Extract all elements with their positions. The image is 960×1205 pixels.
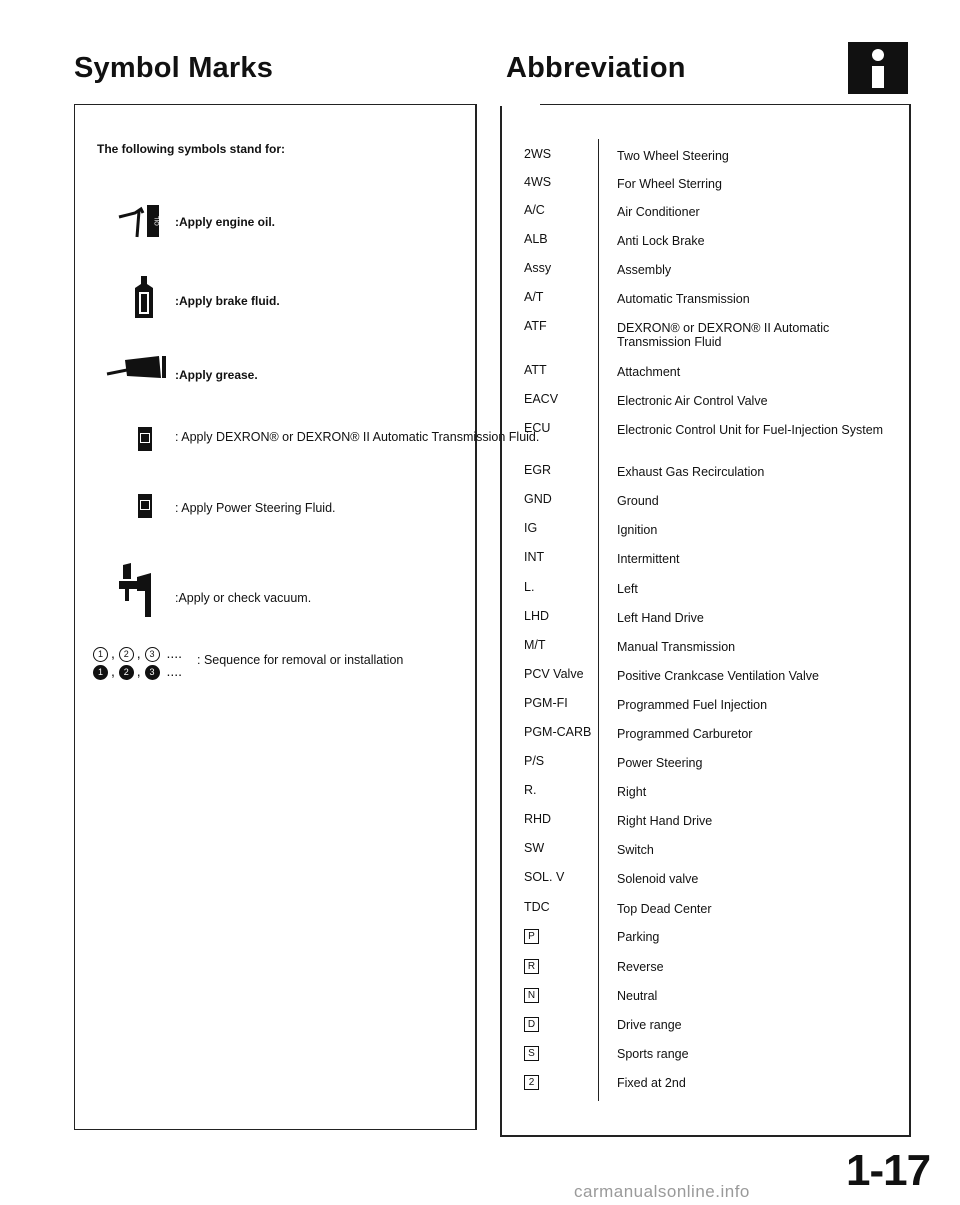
abbreviation-meaning: Right bbox=[617, 785, 647, 799]
abbreviation-boxed-symbol bbox=[524, 987, 539, 1003]
atf-can-icon bbox=[137, 426, 153, 452]
symbols-intro: The following symbols stand for: bbox=[97, 142, 286, 156]
abbreviation-term: INT bbox=[524, 550, 545, 564]
abbreviation-boxed-symbol bbox=[524, 1045, 539, 1061]
abbreviation-meaning: Attachment bbox=[617, 365, 681, 379]
abbreviation-term: A/T bbox=[524, 290, 544, 304]
filled-circled-number: 1 bbox=[93, 665, 108, 680]
sequence-row-outline: 1 , 2 , 3 .... bbox=[93, 645, 182, 663]
gear-position-box: R bbox=[524, 959, 539, 974]
abbreviation-meaning: Two Wheel Steering bbox=[617, 149, 729, 163]
abbreviation-meaning: Programmed Fuel Injection bbox=[617, 698, 768, 712]
abbreviation-meaning: Programmed Carburetor bbox=[617, 727, 753, 741]
abbreviation-meaning: DEXRON® or DEXRON® II Automatic Transmission Fluid bbox=[617, 321, 830, 349]
grease-label: :Apply grease. bbox=[175, 368, 258, 382]
abbreviation-meaning: Reverse bbox=[617, 960, 664, 974]
abbreviation-term: ALB bbox=[524, 232, 548, 246]
brake-fluid-label: :Apply brake fluid. bbox=[175, 294, 280, 308]
abbreviation-term: L. bbox=[524, 580, 535, 594]
abbreviation-meaning: Intermittent bbox=[617, 552, 680, 566]
abbreviation-boxed-symbol bbox=[524, 1074, 539, 1090]
gear-position-box: N bbox=[524, 988, 539, 1003]
abbreviation-term: EGR bbox=[524, 463, 552, 477]
abbreviation-meaning: Ignition bbox=[617, 523, 658, 537]
abbreviation-meaning: Positive Crankcase Ventilation Valve bbox=[617, 669, 819, 683]
sequence-legend bbox=[93, 645, 404, 681]
psf-label: : Apply Power Steering Fluid. bbox=[175, 501, 336, 515]
abbreviation-meaning: Top Dead Center bbox=[617, 902, 712, 916]
abbreviation-term: ATT bbox=[524, 363, 547, 377]
filled-circled-number: 3 bbox=[145, 665, 160, 680]
abbreviation-term: ECU bbox=[524, 421, 551, 435]
abbreviation-meaning: Manual Transmission bbox=[617, 640, 736, 654]
abbreviation-term: RHD bbox=[524, 812, 552, 826]
abbreviation-meaning: Automatic Transmission bbox=[617, 292, 750, 306]
abbreviation-boxed-symbol bbox=[524, 1016, 539, 1032]
sequence-row-filled: 1 , 2 , 3 .... bbox=[93, 663, 182, 681]
circled-number: 3 bbox=[145, 647, 160, 662]
abbreviation-meaning: Anti Lock Brake bbox=[617, 234, 705, 248]
sequence-label: : Sequence for removal or installation bbox=[197, 653, 404, 667]
gear-position-box: 2 bbox=[524, 1075, 539, 1090]
abbreviation-panel bbox=[500, 104, 911, 1137]
abbreviation-meaning: Assembly bbox=[617, 263, 672, 277]
engine-oil-can-icon bbox=[115, 203, 163, 241]
abbreviation-boxed-symbol bbox=[524, 928, 539, 944]
abbreviation-meaning: Left bbox=[617, 582, 638, 596]
abbreviation-meaning: Parking bbox=[617, 930, 660, 944]
abbreviation-term: LHD bbox=[524, 609, 550, 623]
abbreviation-meaning: Exhaust Gas Recirculation bbox=[617, 465, 765, 479]
abbreviation-term: ATF bbox=[524, 319, 547, 333]
abbreviation-term: M/T bbox=[524, 638, 546, 652]
abbreviation-term: TDC bbox=[524, 900, 550, 914]
abbreviation-term: R. bbox=[524, 783, 537, 797]
svg-text:OIL: OIL bbox=[154, 216, 161, 226]
abbreviation-meaning: For Wheel Sterring bbox=[617, 177, 722, 191]
abbreviation-term: P/S bbox=[524, 754, 545, 768]
column-divider bbox=[598, 139, 599, 1101]
gear-position-box: D bbox=[524, 1017, 539, 1032]
abbreviation-term: PGM-FI bbox=[524, 696, 568, 710]
abbreviation-term: IG bbox=[524, 521, 538, 535]
filled-circled-number: 2 bbox=[119, 665, 134, 680]
abbreviation-meaning: Solenoid valve bbox=[617, 872, 699, 886]
gear-position-box: P bbox=[524, 929, 539, 944]
abbreviation-meaning: Fixed at 2nd bbox=[617, 1076, 686, 1090]
vacuum-label: :Apply or check vacuum. bbox=[175, 591, 312, 605]
abbreviation-term: GND bbox=[524, 492, 552, 506]
watermark-footer: carmanualsonline.info bbox=[574, 1182, 750, 1201]
abbreviation-term: 2WS bbox=[524, 147, 552, 161]
abbreviation-meaning: Ground bbox=[617, 494, 659, 508]
abbreviation-meaning: Electronic Air Control Valve bbox=[617, 394, 768, 408]
abbreviation-term: A/C bbox=[524, 203, 545, 217]
abbreviation-meaning: Right Hand Drive bbox=[617, 814, 713, 828]
abbreviation-title: Abbreviation bbox=[506, 52, 686, 84]
abbreviation-boxed-symbol bbox=[524, 958, 539, 974]
abbreviation-term: Assy bbox=[524, 261, 552, 275]
page-number: 1-17 bbox=[846, 1146, 931, 1195]
circled-number: 2 bbox=[119, 647, 134, 662]
abbreviation-meaning: Left Hand Drive bbox=[617, 611, 704, 625]
abbreviation-meaning: Neutral bbox=[617, 989, 658, 1003]
abbreviation-term: PCV Valve bbox=[524, 667, 584, 681]
abbreviation-term: PGM-CARB bbox=[524, 725, 592, 739]
abbreviation-term: SOL. V bbox=[524, 870, 565, 884]
abbreviation-term: 4WS bbox=[524, 175, 552, 189]
abbreviation-term: SW bbox=[524, 841, 545, 855]
atf-label: : Apply DEXRON® or DEXRON® II Automatic Transmission Fluid. bbox=[175, 430, 540, 444]
vacuum-pump-icon bbox=[117, 561, 157, 621]
psf-can-icon bbox=[137, 493, 153, 519]
gear-position-box: S bbox=[524, 1046, 539, 1061]
abbreviation-meaning: Electronic Control Unit for Fuel-Injection System bbox=[617, 423, 884, 437]
brake-fluid-bottle-icon bbox=[133, 274, 155, 320]
info-badge-icon bbox=[848, 42, 908, 94]
grease-tube-icon bbox=[105, 354, 169, 384]
abbreviation-meaning: Air Conditioner bbox=[617, 205, 700, 219]
abbreviation-meaning: Switch bbox=[617, 843, 654, 857]
abbreviation-meaning: Drive range bbox=[617, 1018, 682, 1032]
engine-oil-label: :Apply engine oil. bbox=[175, 215, 276, 229]
symbol-marks-title: Symbol Marks bbox=[74, 52, 274, 84]
abbreviation-meaning: Power Steering bbox=[617, 756, 703, 770]
abbreviation-term: EACV bbox=[524, 392, 559, 406]
circled-number: 1 bbox=[93, 647, 108, 662]
abbreviation-meaning: Sports range bbox=[617, 1047, 689, 1061]
